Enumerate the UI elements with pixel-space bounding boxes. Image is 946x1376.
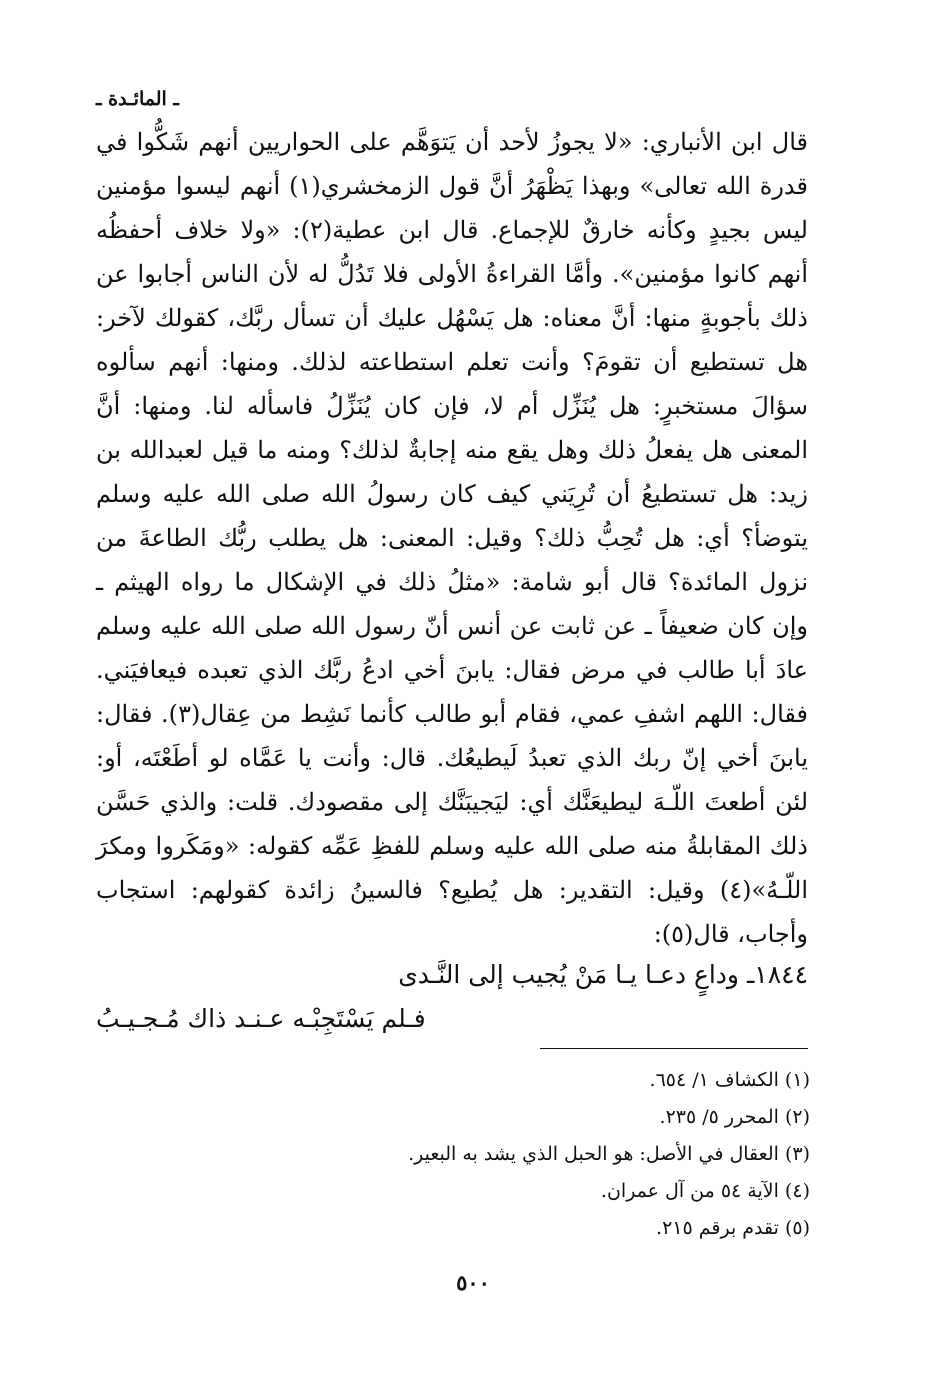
footnote-separator xyxy=(540,1048,808,1049)
poem-verse-second-hemistich xyxy=(96,1004,808,1033)
footnote: (٤) الآية ٥٤ من آل عمران. xyxy=(600,1180,810,1202)
verse-line-1: ١٨٤٤ـ وداعٍ دعـا يـا مَنْ يُجيب إلى النَّـدى xyxy=(398,960,808,989)
footnote: (٣) العقال في الأصل: هو الحبل الذي يشد به البعير. xyxy=(408,1143,810,1165)
verse-line-2: فـلم يَسْتَجِبْـه عـنـد ذاك مُـجـيـبُ xyxy=(96,1004,426,1033)
page-number: ٥٠٠ xyxy=(456,1270,490,1295)
poem-verse-first-hemistich xyxy=(96,960,808,989)
footnote: (١) الكشاف ١/ ٦٥٤. xyxy=(649,1069,810,1091)
footnotes xyxy=(300,1062,810,1247)
running-header: ـ المائـدة ـ xyxy=(96,88,179,110)
footnote: (٢) المحرر ٥/ ٢٣٥. xyxy=(659,1106,810,1128)
footnote: (٥) تقدم برقم ٢١٥. xyxy=(656,1217,810,1239)
main-text xyxy=(96,120,808,956)
main-paragraph: قال ابن الأنباري: «لا يجوزُ لأحد أن يَتوَهَّم على الحواريين أنهم شَكُّوا في قدرة الله تعالى» وبهذا يَظْهَرُ أنَّ قول الزمخشري(١) أنهم ليسوا مؤمنين ليس بجيدٍ وكأنه خارقٌ للإجماع. قال ابن عطية(٢): «ولا خلاف أحفظُه أنهم كانوا مؤمنين». وأمَّا القراءةُ الأولى فلا تَدُلُّ له لأن الناس أجابوا عن ذلك بأجوبةٍ منها: أنَّ معناه: هل يَسْهُل عليك أن تسأل ربَّك، كقولك لآخر: هل تستطيع أن تقومَ؟ وأنت تعلم استطاعته لذلك. ومنها: أنهم سألوه سؤالَ مستخبرٍ: هل يُنَزِّل أم لا، فإن كان يُنَزِّلُ فاسأله لنا. ومنها: أنَّ المعنى هل يفعلُ ذلك وهل يقع منه إجابةٌ لذلك؟ ومنه ما قيل لعبدالله بن زيد: هل تستطيعُ أن تُرِيَني كيف كان رسولُ الله صلى الله عليه وسلم يتوضأ؟ أي: هل تُحِبُّ ذلك؟ وقيل: المعنى: هل يطلب ربُّك الطاعةَ من نزول المائدة؟ قال أبو شامة: «مثلُ ذلك في الإشكال ما رواه الهيثم ـ وإن كان ضعيفاً ـ عن ثابت عن أنس أنّ رسول الله صلى الله عليه وسلم عادَ أبا طالب في مرض فقال: يابنَ أخي ادعُ ربَّك الذي تعبده فيعافيَني. فقال: اللهم اشفِ عمي، فقام أبو طالب كأنما نَشِط من عِقال(٣). فقال: يابنَ أخي إنّ ربك الذي تعبدُ لَيطيعُك. قال: وأنت يا عَمَّاه لو أطَعْتَه، أو: لئن أطعتَ اللّـهَ ليطيعَنَّك أي: ليَجيبَنَّك إلى مقصودك. قلت: والذي حَسَّن ذلك المقابلةُ منه صلى الله عليه وسلم للفظِ عَمِّه كقوله: «ومَكَروا ومكرَ اللّـهُ»(٤) وقيل: التقدير: هل يُطيع؟ فالسينُ زائدة كقولهم: استجاب وأجاب، قال(٥): xyxy=(96,128,809,948)
